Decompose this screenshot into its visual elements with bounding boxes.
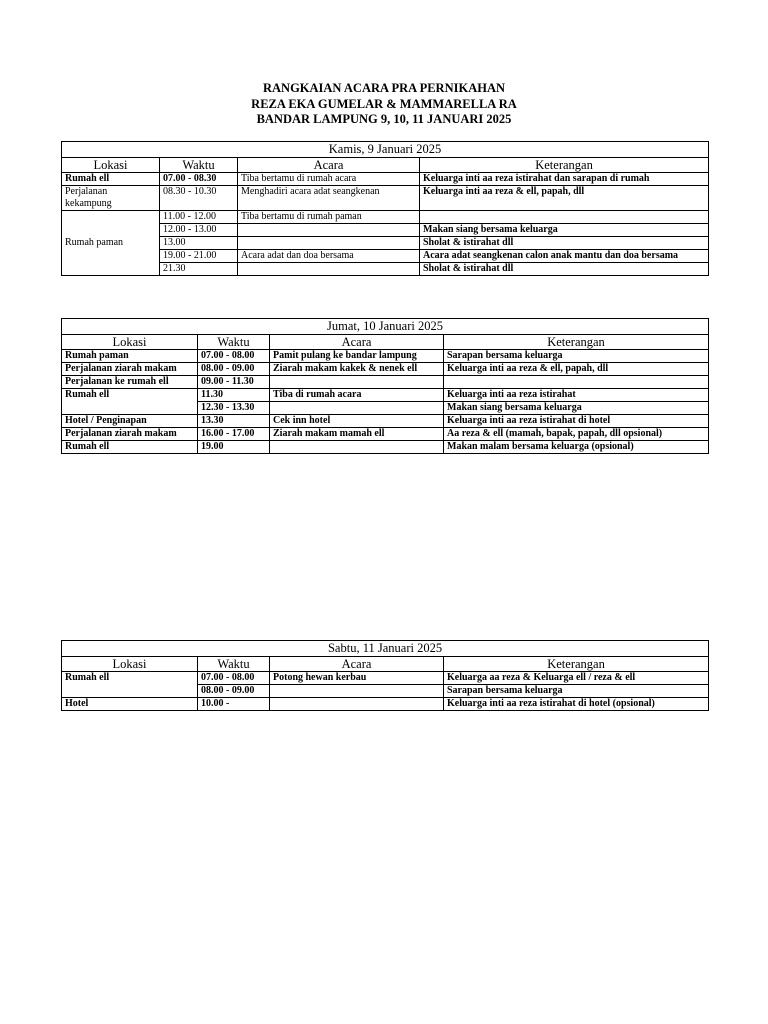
cell-waktu: 19.00 - 21.00 xyxy=(160,250,238,263)
table-row xyxy=(62,415,709,428)
cell-waktu: 08.00 - 09.00 xyxy=(198,363,270,376)
col-header-waktu: Waktu xyxy=(198,335,270,350)
day-1-title: Kamis, 9 Januari 2025 xyxy=(62,142,709,158)
col-header-lokasi: Lokasi xyxy=(62,657,198,672)
cell-keterangan: Makan siang bersama keluarga xyxy=(444,402,709,415)
cell-waktu: 13.30 xyxy=(198,415,270,428)
cell-waktu: 12.30 - 13.30 xyxy=(198,402,270,415)
cell-waktu: 11.00 - 12.00 xyxy=(160,211,238,224)
cell-lokasi: Perjalanan ziarah makam xyxy=(62,363,198,376)
table-row xyxy=(62,224,709,237)
cell-acara: Ziarah makam kakek & nenek ell xyxy=(270,363,444,376)
schedule-table-day-1 xyxy=(61,141,709,276)
cell-keterangan: Sarapan bersama keluarga xyxy=(444,350,709,363)
col-header-lokasi: Lokasi xyxy=(62,158,160,173)
cell-acara: Tiba bertamu di rumah acara xyxy=(238,173,420,186)
table-row xyxy=(62,237,709,250)
cell-acara: Tiba di rumah acara xyxy=(270,389,444,402)
col-header-lokasi: Lokasi xyxy=(62,335,198,350)
cell-lokasi: Rumah paman xyxy=(62,211,160,276)
table-row xyxy=(62,376,709,389)
cell-lokasi: Hotel / Penginapan xyxy=(62,415,198,428)
cell-waktu: 07.00 - 08.30 xyxy=(160,173,238,186)
cell-keterangan: Sarapan bersama keluarga xyxy=(444,685,709,698)
cell-acara xyxy=(270,441,444,454)
col-header-acara: Acara xyxy=(270,657,444,672)
cell-keterangan: Acara adat seangkenan calon anak mantu dan doa bersama xyxy=(420,250,709,263)
cell-waktu: 19.00 xyxy=(198,441,270,454)
cell-acara xyxy=(270,402,444,415)
cell-acara: Menghadiri acara adat seangkenan xyxy=(238,186,420,211)
col-header-keterangan: Keterangan xyxy=(444,335,709,350)
table-row xyxy=(62,672,709,685)
cell-keterangan: Sholat & istirahat dll xyxy=(420,263,709,276)
cell-keterangan: Keluarga inti aa reza istirahat di hotel xyxy=(444,415,709,428)
cell-keterangan: Keluarga aa reza & Keluarga ell / reza & ell xyxy=(444,672,709,685)
cell-waktu: 07.00 - 08.00 xyxy=(198,672,270,685)
cell-acara: Ziarah makam mamah ell xyxy=(270,428,444,441)
cell-keterangan: Keluarga inti aa reza istirahat xyxy=(444,389,709,402)
table-row xyxy=(62,698,709,711)
cell-lokasi: Hotel xyxy=(62,698,198,711)
cell-acara xyxy=(238,224,420,237)
cell-acara xyxy=(270,685,444,698)
cell-keterangan: Keluarga inti aa reza & ell, papah, dll xyxy=(444,363,709,376)
cell-keterangan: Sholat & istirahat dll xyxy=(420,237,709,250)
cell-lokasi: Rumah paman xyxy=(62,350,198,363)
cell-lokasi: Rumah ell xyxy=(62,389,198,415)
cell-lokasi: Perjalanan kekampung xyxy=(62,186,160,211)
cell-acara xyxy=(238,237,420,250)
table-row xyxy=(62,428,709,441)
cell-keterangan xyxy=(420,211,709,224)
table-row xyxy=(62,263,709,276)
title-line-1: RANGKAIAN ACARA PRA PERNIKAHAN xyxy=(262,81,506,95)
table-row xyxy=(62,250,709,263)
cell-waktu: 13.00 xyxy=(160,237,238,250)
cell-keterangan: Keluarga inti aa reza istirahat dan sarapan di rumah xyxy=(420,173,709,186)
table-row xyxy=(62,173,709,186)
title-line-2: REZA EKA GUMELAR & MAMMARELLA RA xyxy=(251,96,517,111)
table-row xyxy=(62,350,709,363)
title-line-3: BANDAR LAMPUNG 9, 10, 11 JANUARI 2025 xyxy=(256,112,512,126)
cell-keterangan: Makan siang bersama keluarga xyxy=(420,224,709,237)
col-header-keterangan: Keterangan xyxy=(444,657,709,672)
cell-acara xyxy=(270,376,444,389)
cell-waktu: 08.30 - 10.30 xyxy=(160,186,238,211)
table-row xyxy=(62,211,709,224)
cell-lokasi: Perjalanan ziarah makam xyxy=(62,428,198,441)
cell-keterangan xyxy=(444,376,709,389)
col-header-waktu: Waktu xyxy=(160,158,238,173)
col-header-waktu: Waktu xyxy=(198,657,270,672)
cell-waktu: 21.30 xyxy=(160,263,238,276)
col-header-acara: Acara xyxy=(270,335,444,350)
cell-lokasi: Perjalanan ke rumah ell xyxy=(62,376,198,389)
cell-lokasi: Rumah ell xyxy=(62,173,160,186)
cell-lokasi: Rumah ell xyxy=(62,441,198,454)
cell-acara: Cek inn hotel xyxy=(270,415,444,428)
table-row xyxy=(62,389,709,402)
day-2-title: Jumat, 10 Januari 2025 xyxy=(62,319,709,335)
cell-waktu: 09.00 - 11.30 xyxy=(198,376,270,389)
cell-acara: Acara adat dan doa bersama xyxy=(238,250,420,263)
cell-acara: Tiba bertamu di rumah paman xyxy=(238,211,420,224)
col-header-acara: Acara xyxy=(238,158,420,173)
schedule-table-day-3 xyxy=(61,640,709,711)
cell-waktu: 08.00 - 09.00 xyxy=(198,685,270,698)
cell-acara xyxy=(270,698,444,711)
cell-keterangan: Makan malam bersama keluarga (opsional) xyxy=(444,441,709,454)
cell-lokasi: Rumah ell xyxy=(62,672,198,698)
schedule-table-day-2 xyxy=(61,318,709,454)
table-row xyxy=(62,186,709,211)
cell-waktu: 16.00 - 17.00 xyxy=(198,428,270,441)
table-row xyxy=(62,363,709,376)
document-title xyxy=(0,81,768,128)
cell-acara xyxy=(238,263,420,276)
cell-acara: Pamit pulang ke bandar lampung xyxy=(270,350,444,363)
col-header-keterangan: Keterangan xyxy=(420,158,709,173)
cell-waktu: 10.00 - xyxy=(198,698,270,711)
cell-keterangan: Keluarga inti aa reza istirahat di hotel (opsional) xyxy=(444,698,709,711)
cell-acara: Potong hewan kerbau xyxy=(270,672,444,685)
cell-waktu: 11.30 xyxy=(198,389,270,402)
cell-keterangan: Aa reza & ell (mamah, bapak, papah, dll opsional) xyxy=(444,428,709,441)
cell-keterangan: Keluarga inti aa reza & ell, papah, dll xyxy=(420,186,709,211)
cell-waktu: 07.00 - 08.00 xyxy=(198,350,270,363)
cell-waktu: 12.00 - 13.00 xyxy=(160,224,238,237)
day-3-title: Sabtu, 11 Januari 2025 xyxy=(62,641,709,657)
table-row xyxy=(62,441,709,454)
